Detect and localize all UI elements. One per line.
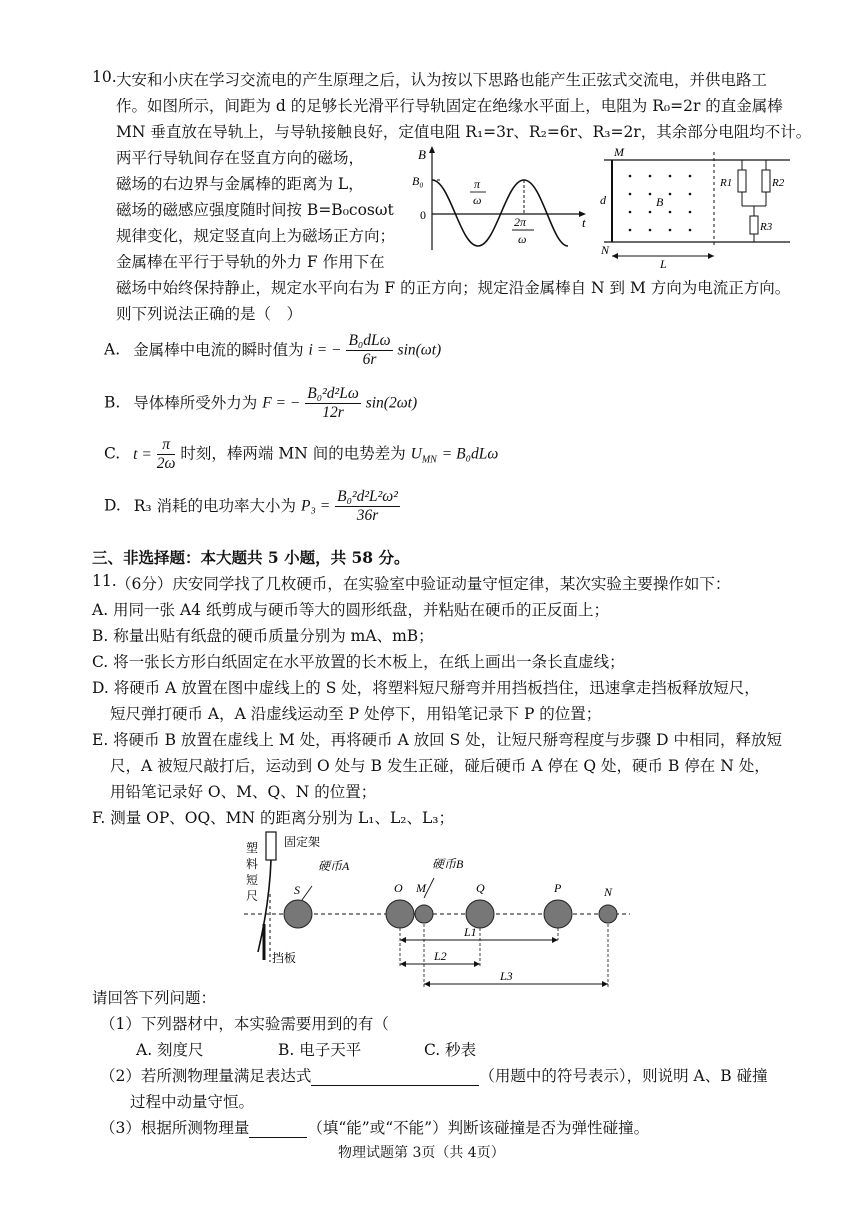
circuit-r1-label: R1 [720,177,733,189]
option-b-fraction [305,385,360,422]
q10-line-3: MN 垂直放在导轨上，与导轨接触良好，定值电阻 R₁=3r、R₂=6r、R₃=2r，其余部分电阻均不计。 [116,123,812,141]
q11-step-b: B. 称量出贴有纸盘的硬币质量分别为 mA、mB； [92,627,434,645]
circuit-r2-label: R2 [772,177,785,189]
graph-tick1-den: ω [473,193,482,207]
q10-line-4: 两平行导轨间存在竖直方向的磁场， [116,149,365,167]
fig-ruler-char-1: 塑 [246,841,259,855]
option-c-label: C. [104,444,121,463]
fig-q-label: Q [476,881,485,895]
option-d-den: 36r [356,507,379,524]
graph-b0-label: B₀ [412,174,424,188]
q10-line-1: 大安和小庆在学习交流电的产生原理之后，认为按以下思路也能产生正弦式交流电，并供电路工 [116,71,768,89]
q11-step-d-1: D. 将硬币 A 放置在图中虚线上的 S 处，将塑料短尺掰弯并用挡板挡住，迅速拿走挡板释放短尺， [92,679,760,697]
option-d-fraction [335,488,400,525]
q1-option-b[interactable]: B. 电子天平 [278,1041,362,1059]
q11-step-f: F. 测量 OP、OQ、MN 的距离分别为 L₁、L₂、L₃； [92,809,454,827]
q11-step-e-3: 用铅笔记录好 O、M、Q、N 的位置； [110,783,377,801]
option-b-text: 导体棒所受外力为 [133,393,258,412]
question-3-text-a: （3）根据所测物理量 [100,1119,250,1137]
circuit-l-label: L [660,257,667,268]
option-a-den: 6r [362,351,377,368]
fig-coin-a-label: 硬币A [318,859,350,873]
circuit-diagram [600,144,796,268]
question-3-text-b: （填“能”或“不能”）判断该碰撞是否为弹性碰撞。 [307,1119,650,1137]
circuit-r3-label: R3 [760,221,773,233]
q11-number: 11. [92,572,117,590]
option-c-den: 2ω [156,455,176,472]
fig-fixed-frame-label: 固定架 [284,835,321,849]
q10-line-9: 磁场中始终保持静止，规定水平向右为 F 的正方向；规定沿金属棒自 N 到 M 方向为电流正方向。 [116,279,791,297]
fig-ruler-char-2: 料 [246,857,259,871]
fig-s-label: S [294,883,300,897]
circuit-b-label: B [656,195,664,209]
questions-prompt: 请回答下列问题： [92,989,217,1007]
option-c-t-lhs: t = [133,445,152,463]
q10-line-7: 规律变化，规定竖直向上为磁场正方向； [116,227,396,245]
option-b[interactable] [104,385,417,422]
fig-ruler-char-3: 短 [246,873,259,887]
option-c-fraction [157,436,176,473]
option-c-tail-rhs: = B₀dLω [441,445,499,463]
option-b-tail: sin(2ωt) [365,394,418,412]
fig-baffle-label: 挡板 [272,951,297,965]
option-d-lhs: P₃ = [301,497,331,515]
fig-p-label: P [554,881,562,895]
question-2-answer-blank[interactable] [311,1067,479,1086]
q1-option-c[interactable]: C. 秒表 [424,1041,477,1059]
fig-o-label: O [394,881,403,895]
graph-tick2-num: 2π [514,215,527,229]
circuit-n-label: N [601,243,610,257]
fig-n-label: N [604,885,613,899]
question-1: （1）下列器材中，本实验需要用到的有（ [100,1015,389,1033]
option-b-lhs: F = − [262,394,301,412]
section3-title: 三、非选择题：本大题共 5 小题，共 58 分。 [92,548,410,567]
option-c-tail: U [410,445,422,463]
option-b-den: 12r [322,404,344,421]
option-a-tail: sin(ωt) [397,341,442,359]
option-c-tail-sub: MN [421,454,437,466]
question-2-text-a: （2）若所测物理量满足表达式 [100,1067,312,1085]
q11-step-c: C. 将一张长方形白纸固定在水平放置的长木板上，在纸上画出一条长直虚线； [92,653,625,671]
q10-number: 10. [92,68,117,86]
question-3 [100,1116,649,1138]
q10-line-8: 金属棒在平行于导轨的外力 F 作用下在 [116,253,385,271]
fig-m-label: M [416,881,426,895]
option-d[interactable] [104,488,400,525]
circuit-m-label: M [614,145,624,159]
option-d-label: D. [104,496,121,515]
q10-line-10: 则下列说法正确的是（ ） [116,305,303,323]
fig-ruler-char-4: 尺 [246,889,259,903]
q11-step-e-2: 尺，A 被短尺敲打后，运动到 O 处与 B 发生正碰，碰后硬币 A 停在 Q 处，硬币 B 停在 N 处， [110,757,770,775]
question-3-answer-blank[interactable] [249,1119,307,1138]
option-c-text: 时刻，棒两端 MN 间的电势差为 [180,444,406,463]
option-a-fraction [346,332,392,369]
q11-step-a: A. 用同一张 A4 纸剪成与硬币等大的圆形纸盘，并粘贴在硬币的正反面上； [92,601,609,619]
graph-x-axis-label: t [582,215,586,230]
q11-intro: （6分）庆安同学找了几枚硬币，在实验室中验证动量守恒定律，某次实验主要操作如下： [116,575,731,593]
option-b-num: B₀²d²Lω [307,385,359,402]
q10-line-5: 磁场的右边界与金属棒的距离为 L， [116,175,364,193]
option-a[interactable] [104,332,441,369]
b-t-graph [410,142,590,260]
question-2 [100,1064,768,1086]
fig-l3-label: L3 [500,969,513,983]
fig-l1-label: L1 [464,925,477,939]
option-a-lhs: i = − [308,341,342,359]
fig-coin-b-label: 硬币B [432,857,464,871]
q11-step-d-2: 短尺弹打硬币 A，A 沿虚线运动至 P 处停下，用铅笔记录下 P 的位置； [110,705,602,723]
coin-experiment-figure [238,828,638,996]
option-a-label: A. [104,340,121,359]
option-a-text: 金属棒中电流的瞬时值为 [133,340,304,359]
option-c[interactable] [104,436,498,473]
option-d-text: R₃ 消耗的电功率大小为 [133,496,297,515]
fig-l2-label: L2 [434,949,447,963]
q11-step-e-1: E. 将硬币 B 放置在虚线上 M 处，再将硬币 A 放回 S 处，让短尺掰弯程度与步骤 D 中相同，释放短 [92,731,782,749]
option-b-label: B. [104,393,121,412]
option-d-num: B₀²d²L²ω² [337,488,398,505]
graph-y-axis-label: B [418,147,426,162]
graph-tick2-den: ω [518,232,527,246]
circuit-d-label: d [600,193,606,207]
option-a-num: B₀dLω [348,332,391,349]
question-2-text-b: （用题中的符号表示），则说明 A、B 碰撞 [479,1067,768,1085]
page-footer: 物理试题第 3页（共 4页） [338,1145,505,1161]
question-2-cont: 过程中动量守恒。 [130,1093,255,1111]
q1-option-a[interactable]: A. 刻度尺 [136,1041,204,1059]
q10-line-6: 磁场的磁感应强度随时间按 B=B₀cosωt [116,201,394,219]
graph-tick1-num: π [474,177,481,191]
graph-origin-label: 0 [420,208,426,222]
q10-line-2: 作。如图所示，间距为 d 的足够长光滑平行导轨固定在绝缘水平面上，电阻为 R₀=2r 的直金属棒 [116,97,783,115]
option-c-num: π [157,436,176,455]
